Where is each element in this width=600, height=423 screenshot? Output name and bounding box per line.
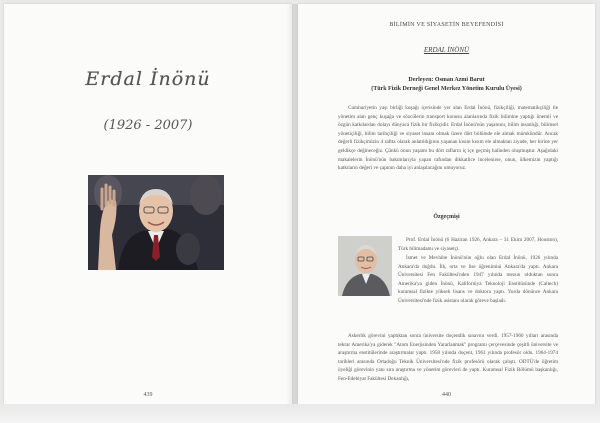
right-page [298,4,595,404]
right-page-number: 440 [442,392,451,398]
portrait-illustration [88,175,224,270]
bio-paragraph-2-start [398,254,558,306]
running-head: BİLİMİN VE SİYASETİN BEYEFENDİSİ [389,22,504,28]
section-heading: Özgeçmişi [433,214,460,220]
byline-author: Derleyen: Osman Azmi Barut [408,77,485,83]
left-page-number: 439 [143,392,153,398]
byline-affiliation: (Türk Fizik Derneği Genel Merkez Yönetim Kurulu Üyesi) [371,85,522,92]
bio-text-wrapped-2 [398,254,558,306]
scan-bottom-edge [0,404,600,423]
bio-text-full [338,332,558,384]
bio-paragraph-2: İsmet ve Mevhibe İnönü'nün oğlu olan Erdal İnönü, 1926 yılında Ankara'da doğdu. İlk, orta ve lise öğrenimini Ankara'da yaptı. Ankara Üniversitesi Fen Fakültesi'nden 1947 yılında mezun olduktan sonra Amerika'ya giden İnönü, Kaliforniya Teknoloji Enstitüsünde (Caltech) kuramsal fizikte yüksek lisans ve doktora yaptı. Yurda dönünce Ankara Üniversitesi'nde fizik asistanı olarak göreve başladı. [398,255,558,304]
portrait-photo [88,175,224,270]
left-page [4,4,292,404]
small-portrait-illustration [338,236,392,296]
bio-paragraph-3: Askerlik görevini yaptıktan sonra üniversite doçentlik sınavını verdi. 1957-1960 yılları arasında tekrar Amerika'ya giderek "Atom Enerjisinden Yararlanmak" programı çerçevesinde çeşitli üniversite ve araştırma enstitülerinde araştırmalar yaptı. 1958 yılında doçent, 1961 yılında profesör oldu. 1964-1974 tarihleri arasında Ortadoğu Teknik Üniversitesi'nde fizik profesörü olarak çalıştı. ODTÜ'de öğretim üyeliği görevinin yanı sıra araştırma ve yönetim görevleri de yaptı. Kuramsal Fizik Bölümü başkanlığı, Fen-Edebiyat Fakültesi Dekanlığı, [338,333,558,382]
bio-text-wrapped [398,236,558,253]
intro-text [338,104,558,173]
intro-paragraph: Cumhuriyetin yaşı birliği kuşağı içerisinde yer alan Erdal İnönü, fizikçiliği, matematikçiliği ile yönetim alan genç kuşağa ve sözcülerin transport konusu alanlarında fizik bilimine yaptığı önemli ve özgün katkılardan dolayı dünyaca fizik bir fizikçidir. Erdal İnönü'nün yaşamını, bilim insanlığı, bilimsel yönetiçiliği, bilim tarihçiliği ve siyaset insanı olmak üzere dört bölümde ele almak mümkündür. Ancak değerli fizikçimizin 4 raftta olarak anlatıldığının yaşanan kısım kısım ele almaktan ziyade, her birine yer geldikçe değineceğiz. Çünkü onun yaşamı bu dört rafların iç içe geçmiş halinden oluşmuştur. Aşağıdaki makalelerin İnönü'nün bakımlarıyla yapan rafından dikkatlice incelenirse, onun, ülkemizin yaptığı katkıların değeri ve çapının daha iyi anlaşılacağını umuyoruz. [338,105,558,172]
byline [298,76,595,93]
small-portrait-photo [338,236,392,296]
life-dates: (1926 - 2007) [103,118,193,133]
bio-paragraph-1: Prof. Erdal İnönü (6 Haziran 1926, Ankara – 31 Ekim 2007, Houston), Türk bilimadamı ve siyasetçi. [398,237,558,252]
left-page-title: Erdal İnönü [85,68,211,90]
article-title: ERDAL İNÖNÜ [423,46,470,54]
